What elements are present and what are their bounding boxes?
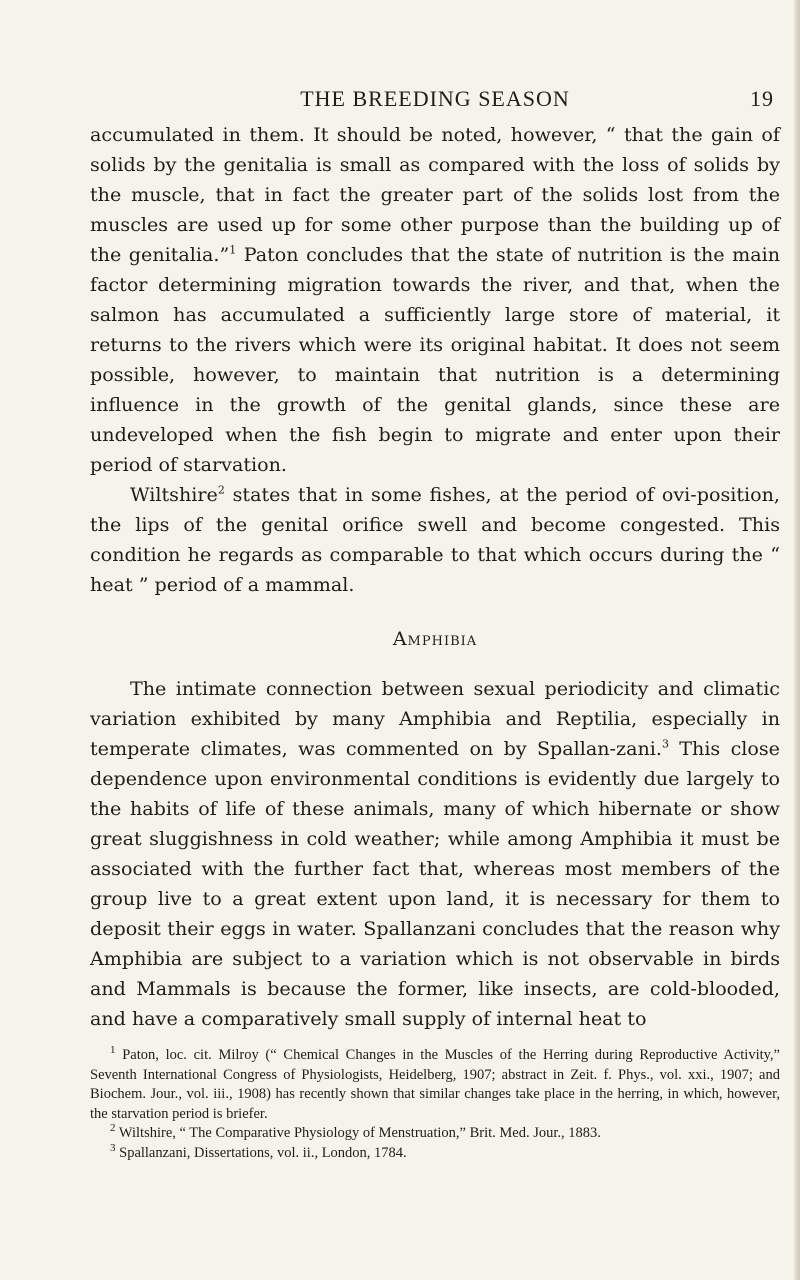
paragraph-text: This close dependence upon environmental conditions is evidently due largely to the habits of life of these animals, many of which hibernate or show great sluggishness in cold weather; while among Amphibia it must be associated with the further fact that, whereas most members of the group live to a great extent upon land, it is necessary for them to deposit their eggs in water. Spallanzani concludes that the reason why Amphibia are subject to a variation which is not observable in birds and Mammals is because the former, like insects, are cold-blooded, and have a comparatively small supply of internal heat to [90,737,780,1030]
paragraph-text: Wiltshire [130,483,218,506]
footnote-marker: 2 [110,1122,116,1135]
running-header [90,86,780,120]
footnote [90,1141,780,1164]
paragraph [90,480,780,600]
page-edge [794,0,800,1280]
footnote-marker: 1 [110,1044,116,1057]
paragraph [90,674,780,1034]
footnote-marker: 3 [110,1141,116,1154]
book-page [90,86,780,1163]
footnote-ref: 2 [217,483,225,497]
footnote-ref: 3 [661,737,669,751]
main-text [90,120,780,1034]
paragraph [90,120,780,480]
footnote-text: Wiltshire, “ The Comparative Physiology of Menstruation,” Brit. Med. Jour., 1883. [118,1125,601,1141]
footnote-text: Paton, loc. cit. Milroy (“ Chemical Changes in the Muscles of the Herring during Reproductive Activity,” Seventh International Congress of Physiologists, Heidelberg, 1907; abstract in Zeit. f. Phys., vol. xxi., 1907; and Biochem. Jour., vol. iii., 1908) has recently shown that similar changes take place in the herring, in which, however, the starvation period is briefer. [90,1047,780,1122]
running-title: THE BREEDING SEASON [300,86,570,111]
footnote [90,1046,780,1124]
section-heading: Amphibia [392,628,478,650]
footnote [90,1124,780,1144]
paragraph-text: Paton concludes that the state of nutrition is the main factor determining migration towards the river, and that, when the salmon has accumulated a sufficiently large store of material, it returns to the rivers which were its original habitat. It does not seem possible, however, to maintain that nutrition is a determining influence in the growth of the genital glands, since these are undeveloped when the fish begin to migrate and enter upon their period of starvation. [90,243,780,476]
paragraph-text: states that in some fishes, at the period of ovi-position, the lips of the genital orifice swell and become congested. This condition he regards as comparable to that which occurs during the “ heat ” period of a mammal. [90,483,780,596]
paragraph-text: The intimate connection between sexual periodicity and climatic variation exhibited by many Amphibia and Reptilia, especially in temperate climates, was commented on by Spallan-zani. [90,677,780,760]
footnote-text: Spallanzani, Dissertations, vol. ii., London, 1784. [119,1144,407,1161]
footnote-ref: 1 [229,243,237,257]
footnotes [90,1046,780,1163]
page-number: 19 [750,86,774,111]
paragraph-text: accumulated in them. It should be noted, however, “ that the gain of solids by the genitalia is small as compared with the loss of solids by the muscle, that in fact the greater part of the solids lost from the muscles are used up for some other purpose than the building up of the genitalia.” [90,123,780,266]
